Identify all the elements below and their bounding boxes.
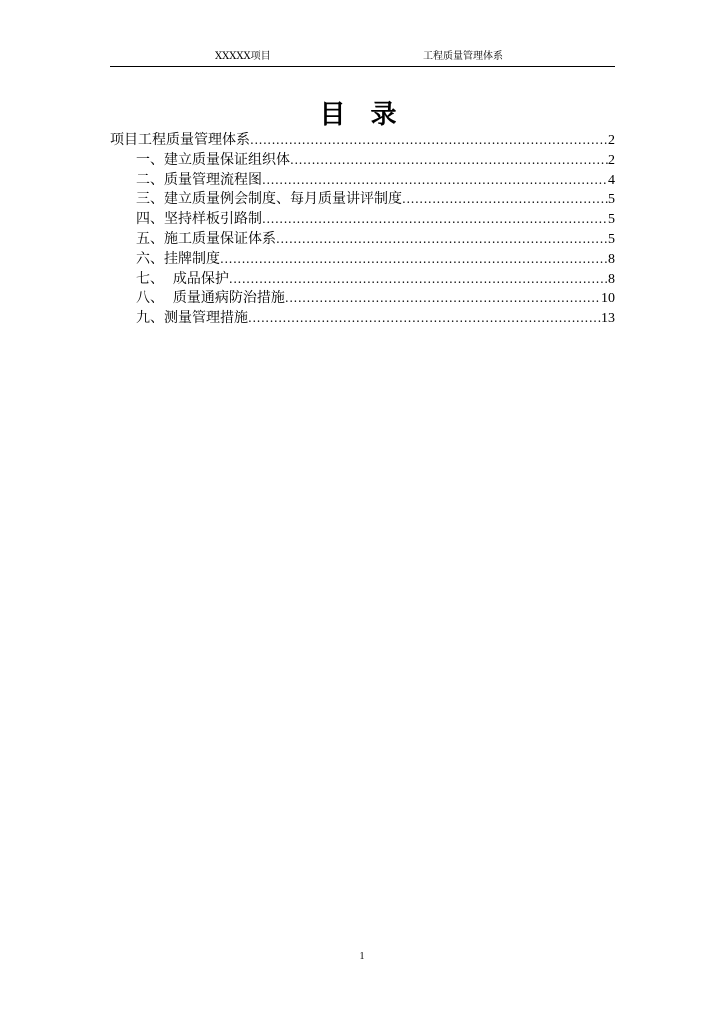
toc-entry-label: 五、施工质量保证体系 xyxy=(136,230,276,247)
toc-entry[interactable] xyxy=(110,230,615,250)
toc-entry-label: 项目工程质量管理体系 xyxy=(110,132,250,148)
toc-entry-page: 4 xyxy=(608,172,615,188)
toc-entry-page: 2 xyxy=(608,133,615,148)
toc-leader-dots xyxy=(248,309,601,329)
toc-entry[interactable] xyxy=(110,250,615,270)
toc-leader-dots xyxy=(276,230,608,250)
toc-entry[interactable] xyxy=(110,210,615,230)
toc-entry[interactable] xyxy=(110,270,615,290)
header-document-title: 工程质量管理体系 xyxy=(423,51,503,62)
toc-entry-label: 八、 质量通病防治措施 xyxy=(136,290,285,307)
toc-leader-dots xyxy=(262,171,608,191)
toc-entry[interactable] xyxy=(110,309,615,329)
toc-leader-dots xyxy=(262,210,608,230)
toc-title: 目 录 xyxy=(319,100,405,130)
toc-entry-page: 5 xyxy=(608,192,615,208)
toc-leader-dots xyxy=(229,270,608,290)
toc-leader-dots xyxy=(220,250,608,270)
toc-entry-page: 13 xyxy=(601,311,615,327)
toc-entry-label: 一、建立质量保证组织体 xyxy=(136,151,290,168)
toc-entry[interactable] xyxy=(110,289,615,309)
toc-entry-page: 5 xyxy=(608,231,615,247)
toc-entry-label: 四、坚持样板引路制 xyxy=(136,211,262,228)
toc-leader-dots xyxy=(250,131,608,151)
page-header xyxy=(110,50,615,67)
toc-leader-dots xyxy=(290,151,608,171)
toc-entry[interactable] xyxy=(110,190,615,210)
toc-entry-label: 二、质量管理流程图 xyxy=(136,171,262,188)
toc-entry[interactable] xyxy=(110,131,615,151)
header-project-name: XXXXX项目 xyxy=(215,51,271,62)
toc-entry[interactable] xyxy=(110,151,615,171)
toc-leader-dots xyxy=(402,190,608,210)
toc-entry-label: 七、 成品保护 xyxy=(136,270,229,287)
table-of-contents xyxy=(110,131,615,329)
toc-entry-label: 六、挂牌制度 xyxy=(136,250,220,267)
toc-entry-page: 8 xyxy=(608,251,615,267)
toc-entry-page: 2 xyxy=(608,152,615,168)
toc-entry-page: 8 xyxy=(608,271,615,287)
page-number: 1 xyxy=(359,951,365,962)
toc-leader-dots xyxy=(285,289,601,309)
toc-entry[interactable] xyxy=(110,171,615,191)
toc-entry-page: 10 xyxy=(601,291,615,307)
toc-entry-label: 三、建立质量例会制度、每月质量讲评制度 xyxy=(136,191,402,208)
toc-entry-page: 5 xyxy=(608,212,615,228)
toc-entry-label: 九、测量管理措施 xyxy=(136,310,248,327)
